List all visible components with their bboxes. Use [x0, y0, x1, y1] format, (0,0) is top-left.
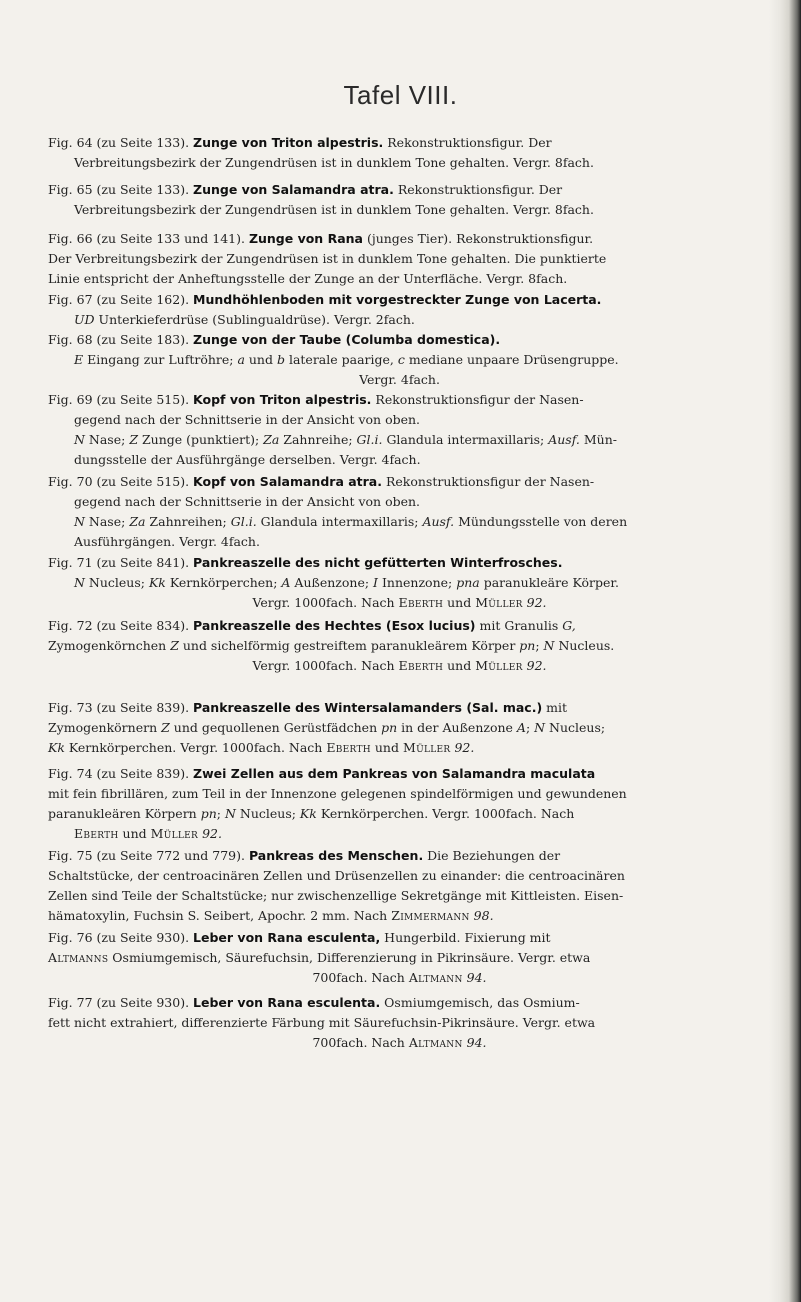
caption-line: [48, 866, 751, 886]
caption-line: [48, 390, 751, 410]
caption-text: und: [443, 658, 476, 673]
caption-line: [48, 824, 751, 844]
caption-text: hämatoxylin, Fuchsin S. Seibert, Apochr. 2 mm. Nach: [48, 908, 392, 923]
caption-line: [48, 180, 751, 200]
author-name: Altmann: [408, 970, 463, 985]
caption-text: Kernkörperchen. Vergr. 1000fach. Nach: [316, 806, 575, 821]
abbreviation: 94.: [466, 1035, 487, 1050]
abbreviation: b: [276, 352, 285, 367]
figure-caption: [48, 180, 751, 220]
author-name: Müller: [475, 658, 523, 673]
caption-text: Verbreitungsbezirk der Zungendrüsen ist in dunklem Tone gehalten. Vergr. 8fach.: [74, 202, 594, 217]
author-name: Eberth: [398, 658, 444, 673]
caption-text: Fig. 65 (zu Seite 133).: [48, 182, 194, 197]
caption-line: [48, 330, 751, 350]
caption-text: ;: [525, 720, 535, 735]
caption-line: [48, 1013, 751, 1033]
caption-text: und: [244, 352, 277, 367]
caption-heading: Kopf von Triton alpestris.: [193, 392, 372, 407]
caption-text: laterale paarige,: [284, 352, 398, 367]
caption-text: Glandula intermaxillaris;: [382, 432, 549, 447]
caption-text: Rekonstruktionsfigur. Der: [383, 135, 552, 150]
author-name: Zimmermann: [391, 908, 470, 923]
caption-line: [48, 593, 751, 613]
caption-line: [48, 846, 751, 866]
caption-text: Nucleus;: [84, 575, 149, 590]
caption-text: Zunge (punktiert);: [138, 432, 264, 447]
caption-text: Fig. 75 (zu Seite 772 und 779).: [48, 848, 249, 863]
caption-text: und gequollenen Gerüstfädchen: [169, 720, 382, 735]
abbreviation: A: [281, 575, 291, 590]
caption-text: und: [370, 740, 403, 755]
caption-text: und: [118, 826, 151, 841]
abbreviation: N: [74, 432, 85, 447]
caption-line: [48, 738, 751, 758]
caption-text: Fig. 64 (zu Seite 133).: [48, 135, 194, 150]
author-name: Altmanns: [48, 950, 109, 965]
author-name: Eberth: [326, 740, 371, 755]
author-name: Müller: [402, 740, 451, 755]
author-name: Eberth: [74, 826, 119, 841]
figure-caption: [48, 390, 751, 470]
abbreviation: Kk: [299, 806, 317, 821]
caption-line: [48, 718, 751, 738]
caption-text: mediane unpaare Drüsengruppe.: [404, 352, 619, 367]
abbreviation: 92.: [202, 826, 222, 841]
caption-text: Der Verbreitungsbezirk der Zungendrüsen ist in dunklem Tone gehalten. Die punktierte: [48, 251, 607, 266]
caption-text: Nase;: [84, 432, 130, 447]
caption-line: [48, 553, 751, 573]
caption-line: [48, 350, 751, 370]
caption-line: [48, 636, 751, 656]
caption-text: Vergr. 1000fach. Nach: [252, 658, 399, 673]
abbreviation: Kk: [148, 575, 166, 590]
caption-heading: Zwei Zellen aus dem Pankreas von Salamandra maculata: [193, 766, 596, 781]
figure-caption: [48, 616, 751, 676]
caption-text: Fig. 68 (zu Seite 183).: [48, 332, 194, 347]
caption-line: [48, 133, 751, 153]
caption-text: Osmiumgemisch, das Osmium-: [380, 995, 580, 1010]
caption-heading: Kopf von Salamandra atra.: [193, 474, 382, 489]
caption-text: Glandula intermaxillaris;: [256, 514, 423, 529]
caption-text: Hungerbild. Fixierung mit: [380, 930, 551, 945]
caption-text: Mün-: [579, 432, 617, 447]
caption-text: Zahnreihen;: [145, 514, 231, 529]
caption-line: [48, 764, 751, 784]
caption-heading: Mundhöhlenboden mit vorgestreckter Zunge von Lacerta.: [193, 292, 602, 307]
abbreviation: A: [516, 720, 526, 735]
figure-caption: [48, 846, 751, 926]
caption-text: Nucleus;: [545, 720, 606, 735]
caption-line: [48, 993, 751, 1013]
figure-caption: [48, 133, 751, 173]
abbreviation: pna: [456, 575, 480, 590]
abbreviation: Za: [129, 514, 146, 529]
abbreviation: N: [534, 720, 546, 735]
caption-heading: Pankreaszelle des Wintersalamanders (Sal. mac.): [193, 700, 543, 715]
caption-line: [48, 784, 751, 804]
abbreviation: Gl.i.: [230, 514, 257, 529]
figure-caption: [48, 993, 751, 1053]
caption-heading: Pankreas des Menschen.: [248, 848, 424, 863]
caption-text: Nase;: [84, 514, 130, 529]
caption-text: gegend nach der Schnittserie in der Ansicht von oben.: [74, 412, 421, 427]
caption-text: (junges Tier). Rekonstruktionsfigur.: [362, 231, 594, 246]
caption-text: fett nicht extrahiert, differenzierte Färbung mit Säurefuchsin-Pikrinsäure. Vergr. etwa: [48, 1015, 596, 1030]
abbreviation: pn: [200, 806, 217, 821]
caption-text: Rekonstruktionsfigur. Der: [393, 182, 563, 197]
figure-caption: [48, 928, 751, 988]
abbreviation: N: [224, 806, 236, 821]
caption-line: [48, 616, 751, 636]
caption-text: 700fach. Nach: [312, 970, 409, 985]
abbreviation: 92.: [526, 658, 547, 673]
caption-text: Die Beziehungen der: [423, 848, 561, 863]
abbreviation: 98.: [473, 908, 494, 923]
caption-heading: Zunge von Triton alpestris.: [193, 135, 384, 150]
author-name: Müller: [150, 826, 199, 841]
caption-heading: Leber von Rana esculenta.: [193, 995, 381, 1010]
caption-text: Fig. 73 (zu Seite 839).: [48, 700, 194, 715]
caption-text: Außenzone;: [290, 575, 374, 590]
caption-line: [48, 200, 751, 220]
abbreviation: N: [74, 575, 85, 590]
abbreviation: Ausf.: [548, 432, 580, 447]
caption-text: Unterkieferdrüse (Sublingualdrüse). Vergr. 2fach.: [94, 312, 415, 327]
caption-line: [48, 153, 751, 173]
abbreviation: a: [237, 352, 245, 367]
caption-heading: Pankreaszelle des Hechtes (Esox lucius): [193, 618, 476, 633]
caption-line: [48, 906, 751, 926]
caption-line: [48, 492, 751, 512]
caption-line: [48, 290, 751, 310]
abbreviation: Z: [170, 638, 179, 653]
caption-text: mit fein fibrillären, zum Teil in der Innenzone gelegenen spindelförmigen und gewundenen: [48, 786, 627, 801]
caption-text: Zahnreihe;: [279, 432, 357, 447]
abbreviation: Kk: [48, 740, 65, 755]
caption-text: Nucleus.: [554, 638, 615, 653]
author-name: Eberth: [398, 595, 444, 610]
abbreviation: Ausf.: [422, 514, 455, 529]
plate-title: Tafel VIII.: [343, 80, 458, 110]
caption-heading: Zunge von Rana: [248, 231, 363, 246]
abbreviation: Z: [129, 432, 138, 447]
caption-line: [48, 573, 751, 593]
caption-text: Fig. 70 (zu Seite 515).: [48, 474, 194, 489]
caption-heading: Leber von Rana esculenta,: [193, 930, 381, 945]
caption-text: 700fach. Nach: [312, 1035, 409, 1050]
abbreviation: 94.: [466, 970, 487, 985]
figure-caption: [48, 553, 751, 613]
caption-line: [48, 698, 751, 718]
caption-text: Kernkörperchen;: [165, 575, 282, 590]
caption-text: Fig. 71 (zu Seite 841).: [48, 555, 194, 570]
caption-line: [48, 804, 751, 824]
abbreviation: UD: [74, 312, 95, 327]
abbreviation: E: [74, 352, 84, 367]
caption-line: [48, 310, 751, 330]
caption-text: Kernkörperchen. Vergr. 1000fach. Nach: [64, 740, 327, 755]
page-edge-shadow: [769, 0, 801, 1302]
caption-text: dungsstelle der Ausführgänge derselben. Vergr. 4fach.: [74, 452, 421, 467]
caption-text: mit Granulis: [475, 618, 563, 633]
caption-text: Nucleus;: [235, 806, 300, 821]
caption-line: [48, 410, 751, 430]
caption-text: Schaltstücke, der centroacinären Zellen und Drüsenzellen zu einander: die centroacinären: [48, 868, 625, 883]
abbreviation: 92.: [454, 740, 475, 755]
caption-text: und: [443, 595, 476, 610]
figure-caption: [48, 764, 751, 844]
caption-text: mit: [542, 700, 568, 715]
caption-line: [48, 430, 751, 450]
caption-text: Fig. 67 (zu Seite 162).: [48, 292, 194, 307]
caption-line: [48, 269, 751, 289]
caption-line: [48, 249, 751, 269]
caption-line: [48, 1033, 751, 1053]
caption-text: ;: [535, 638, 544, 653]
caption-text: Rekonstruktionsfigur der Nasen-: [371, 392, 584, 407]
caption-text: paranukleäre Körper.: [479, 575, 619, 590]
caption-text: Zellen sind Teile der Schaltstücke; nur zwischenzellige Sekretgänge mit Kittleisten. Eisen-: [48, 888, 624, 903]
caption-text: Verbreitungsbezirk der Zungendrüsen ist in dunklem Tone gehalten. Vergr. 8fach.: [74, 155, 594, 170]
abbreviation: Gl.i.: [356, 432, 383, 447]
author-name: Müller: [475, 595, 523, 610]
figure-caption: [48, 229, 751, 289]
figure-caption: [48, 698, 751, 758]
caption-line: [48, 968, 751, 988]
caption-text: Fig. 72 (zu Seite 834).: [48, 618, 194, 633]
caption-text: Vergr. 1000fach. Nach: [252, 595, 399, 610]
abbreviation: N: [543, 638, 555, 653]
figure-caption: [48, 290, 751, 330]
caption-text: Linie entspricht der Anheftungsstelle der Zunge an der Unterfläche. Vergr. 8fach.: [48, 271, 568, 286]
caption-text: Zymogenkörnern: [48, 720, 162, 735]
abbreviation: c: [397, 352, 405, 367]
author-name: Altmann: [408, 1035, 463, 1050]
caption-line: [48, 450, 751, 470]
caption-line: [48, 948, 751, 968]
abbreviation: Z: [161, 720, 170, 735]
caption-text: Eingang zur Luftröhre;: [83, 352, 238, 367]
abbreviation: N: [74, 514, 85, 529]
caption-line: [48, 532, 751, 552]
caption-line: [48, 928, 751, 948]
caption-heading: Zunge von Salamandra atra.: [193, 182, 394, 197]
caption-text: Fig. 74 (zu Seite 839).: [48, 766, 194, 781]
caption-line: [48, 229, 751, 249]
caption-text: Vergr. 4fach.: [359, 372, 440, 387]
caption-text: und sichelförmig gestreiftem paranukleärem Körper: [178, 638, 520, 653]
caption-text: gegend nach der Schnittserie in der Ansicht von oben.: [74, 494, 421, 509]
caption-line: [48, 512, 751, 532]
abbreviation: pn: [519, 638, 536, 653]
caption-text: Mündungsstelle von deren: [454, 514, 628, 529]
caption-text: Fig. 69 (zu Seite 515).: [48, 392, 194, 407]
caption-text: paranukleären Körpern: [48, 806, 201, 821]
caption-line: [48, 886, 751, 906]
caption-text: Innenzone;: [378, 575, 457, 590]
caption-line: [48, 472, 751, 492]
figure-caption: [48, 472, 751, 552]
caption-text: Fig. 76 (zu Seite 930).: [48, 930, 194, 945]
abbreviation: Za: [263, 432, 280, 447]
abbreviation: G,: [562, 618, 576, 633]
caption-text: in der Außenzone: [397, 720, 517, 735]
abbreviation: pn: [381, 720, 398, 735]
caption-text: ;: [216, 806, 225, 821]
caption-text: Rekonstruktionsfigur der Nasen-: [381, 474, 595, 489]
caption-text: Osmiumgemisch, Säurefuchsin, Differenzierung in Pikrinsäure. Vergr. etwa: [108, 950, 591, 965]
caption-line: [48, 656, 751, 676]
caption-heading: Pankreaszelle des nicht gefütterten Winterfrosches.: [193, 555, 563, 570]
figure-caption: [48, 330, 751, 390]
caption-text: Fig. 77 (zu Seite 930).: [48, 995, 194, 1010]
caption-text: Fig. 66 (zu Seite 133 und 141).: [48, 231, 249, 246]
abbreviation: I: [373, 575, 378, 590]
caption-line: [48, 370, 751, 390]
caption-text: Zymogenkörnchen: [48, 638, 171, 653]
caption-text: Ausführgängen. Vergr. 4fach.: [74, 534, 260, 549]
caption-heading: Zunge von der Taube (Columba domestica).: [193, 332, 501, 347]
abbreviation: 92.: [526, 595, 547, 610]
